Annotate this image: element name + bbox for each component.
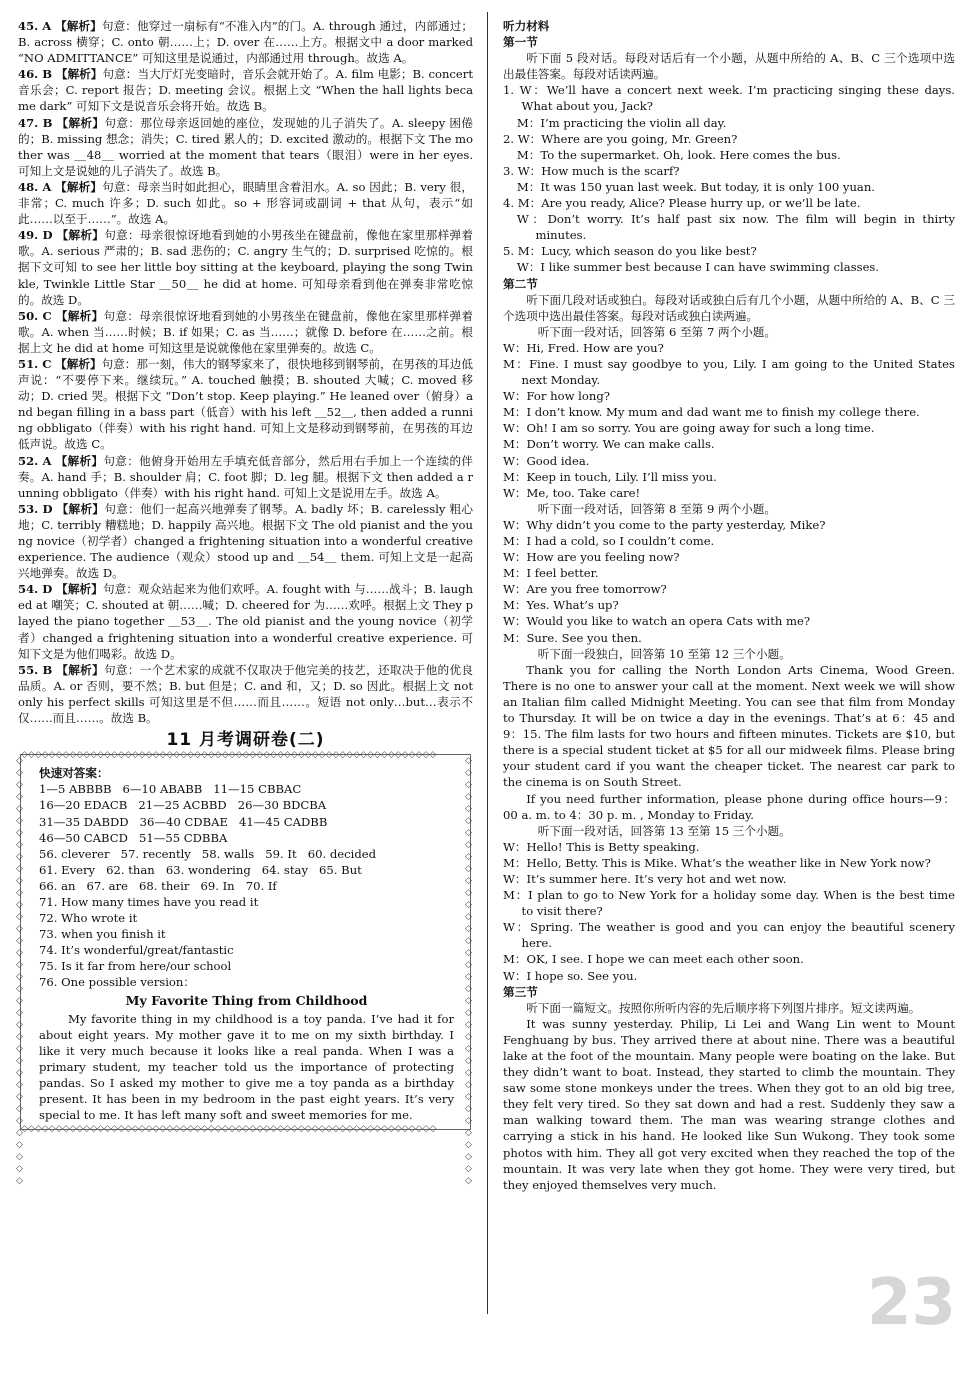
dialog-line: M：Yes. What’s up? [503,598,619,613]
explanation-item [18,581,473,661]
analysis-tag: 【解析】 [55,308,104,323]
dialog-line: W：I like summer best because I can have swimming classes. [516,260,880,275]
dialog-line: W：It’s summer here. It’s very hot and wet now. [503,871,787,886]
section-instructions: 听下面一篇短文。按照你所听内容的先后顺序将下列图片排序。短文读两遍。 [526,1000,921,1015]
essay-title: My Favorite Thing from Childhood [125,992,368,1008]
item-number: 46. B [18,67,53,82]
dialog-line: M：It was 150 yuan last week. But today, it is only 100 yuan. [516,179,875,194]
analysis-tag: 【解析】 [55,179,103,194]
section-heading: 第三节 [503,984,538,999]
explanation-item [18,115,473,179]
item-text: 句意：他俯身开始用左手填充低音部分，然后用右手加上一个连续的伴奏。A. hand 手；B. shoulder 肩；C. foot 脚；D. leg 腿。根据下文 then added a running obbligato（伴奏）with his right hand. 可知上文是说用左手。故选 A。 [18,453,473,500]
item-number: 55. B [18,662,53,677]
explanation-item [18,18,473,66]
dialog-line: M：I had a cold, so I couldn’t come. [503,534,715,548]
explanation-item [18,227,473,307]
ornament-border-icon: ◇◇◇◇◇◇◇◇◇◇◇◇◇◇◇◇◇◇◇◇◇◇◇◇◇◇◇◇◇◇◇◇◇◇◇◇◇◇◇◇◇◇◇◇◇◇◇◇◇◇◇◇◇◇◇◇◇◇◇◇ [21,1124,437,1135]
monologue-text: If you need further information, please phone during office hours—9：00 a. m. to 4：30 p. m. , Monday to Friday. [503,791,955,822]
dialog-line: W：Spring. The weather is good and you can enjoy the beautiful scenery here. [503,920,955,951]
item-text: 句意：母亲很惊讶地看到她的小男孩坐在键盘前，像他在家里那样弹着歌。A. when 当……时候；B. if 如果；C. as 当……；就像 D. before 在……之前。根据上文 he did at home 可知这里是说就像他在家里弹奏的。故选 C。 [18,308,473,355]
essay-body: My favorite thing in my childhood is a toy panda. I’ve had it for about eight years. My mother gave it to me on my sixth birthday. I like it very much because it looks like a real panda. When I was a primary student, my teacher told us the importance of protecting pandas. So I asked my mother to give me a toy panda as a birthday present. It has been in my bedroom in the past eight years. It’s very special to me. It has left many soft and sweet memories for me. [39,1011,454,1123]
dialog-line: M：Hello, Betty. This is Mike. What’s the weather like in New York now? [503,855,931,870]
sub-instruction: 听下面一段对话，回答第 8 至第 9 两个小题。 [537,501,776,516]
right-column [503,18,955,1193]
item-number: 54. D [18,582,53,597]
section-heading: 第一节 [503,35,538,50]
item-number: 49. D [18,228,53,243]
answer-key-box [16,750,472,1187]
item-text: 句意：那位母亲返回她的座位，发现她的儿子消失了。A. sleepy 困倦的；B. missing 想念；消失；C. tired 累人的；D. excited 激动的。根据下文 The mother was ＿48＿ worried at the moment that tears（眼泪）were in her eyes. 可知上文是说她的儿子消失了。故选 B。 [18,115,473,178]
column-divider [487,12,488,1314]
sub-instruction: 听下面一段对话，回答第 6 至第 7 两个小题。 [537,324,776,339]
passage-text: It was sunny yesterday. Philip, Li Lei and Wang Lin went to Mount Fenghuang by bus. They arrived there at about nine. There was a beautiful lake at the foot of the mountain. Many people were boating on the lake. But they didn’t want to boat. Instead, they started to climb the mountain. They saw some stone monkeys under the trees. When they got to an old big tree, they felt very tired. So they sat down and had a rest. Suddenly they saw a man walking toward them. The man was wearing strange clothes and carrying a stick in his hand. He looked like Sun Wukong. They took some photos with him. They all got very excited when they reached the top of the mountain. It was very late when they got home. They were very tired, but they enjoyed themselves very much. [503,1016,955,1192]
dialog-line: M：OK, I see. I hope we can meet each other soon. [503,952,804,967]
explanation-item [18,66,473,114]
explanation-item [18,662,473,726]
answer-key-heading: 快速对答案： [39,766,109,781]
section-title: 11 月考调研卷(二) [166,730,325,751]
item-text: 句意：一个艺术家的成就不仅取决于他完美的技艺，还取决于他的优良品质。A. or 否则，要不然；B. but 但是；C. and 和，又；D. so 因此。根据上文 not only his perfect skills 可知这里是不但……而且……。短语 not only…but…表示不仅……而且……。故选 B。 [18,662,473,726]
explanation-item [18,453,473,501]
item-number: 53. D [18,501,53,516]
answer-line: 1—5 ABBBB 6—10 ABABB 11—15 CBBAC [39,782,302,797]
dialog-line: W：I hope so. See you. [503,968,638,983]
dialog-line: M：Don’t worry. We can make calls. [503,437,715,452]
dialog-line: W：Me, too. Take care! [503,485,641,500]
dialog-line: M：I plan to go to New York for a holiday some day. When is the best time to visit there? [503,888,955,919]
dialog-line: W：Are you free tomorrow? [503,582,667,597]
answer-line: 73. when you finish it [39,927,166,942]
answer-line: 76. One possible version： [39,975,195,990]
ornament-border-icon: ◇◇◇◇◇◇◇◇◇◇◇◇◇◇◇◇◇◇◇◇◇◇◇◇◇◇◇◇◇◇◇◇◇◇◇◇◇◇◇◇◇◇◇◇◇◇◇◇◇◇◇◇◇◇◇◇◇◇◇◇ [21,750,437,761]
answer-line: 16—20 EDACB 21—25 ACBBD 26—30 BDCBA [39,798,327,813]
explanation-item [18,501,473,581]
answer-line: 72. Who wrote it [39,911,138,926]
item-number: 45. A [18,19,52,33]
analysis-tag: 【解析】 [56,501,105,516]
monologue-text: Thank you for calling the North London Arts Cinema, Wood Green. There is no one to answer your call at the moment. Next week we will show an Italian film called Midnight Meeting. You can see that film from Monday to Thursday. It will be on twice a day in the evenings. That’s at 6：45 and 9：15. The film lasts for two hours and fifteen minutes. Tickets are $10, but there is a special student ticket at $5 for all our midweek films. Please bring your student card if you want the cheaper ticket. The nearest car park to the cinema is on South Street. [503,662,955,790]
dialog-line: W：Good idea. [503,453,590,468]
dialog-line: 1. W：We’ll have a concert next week. I’m practicing singing these days. What about you, Jack? [503,83,955,114]
item-number: 51. C [18,356,52,371]
dialog-line: M：I’m practicing the violin all day. [516,115,727,130]
left-column [16,18,473,1187]
dialog-line: W：For how long? [503,389,610,404]
dialog-line: W：Hi, Fred. How are you? [503,340,664,355]
analysis-tag: 【解析】 [55,356,102,371]
sub-instruction: 听下面一段独白，回答第 10 至第 12 三个小题。 [537,646,791,661]
item-text: 句意：母亲很惊讶地看到她的小男孩坐在键盘前，像他在家里那样弹着歌。A. serious 严肃的；B. sad 悲伤的；C. angry 生气的；D. surprised 吃惊的。根据下文可知 to see her little boy sitting at the keyboard, playing the song Twinkle, Twinkle Little Star ＿50＿ he did at home. 可知母亲看到他在弹奏非常吃惊的。故选 D。 [18,228,473,307]
explanation-item [18,356,473,453]
dialog-list [503,82,955,275]
analysis-tag: 【解析】 [56,115,105,130]
dialog-line: M：I don’t know. My mum and dad want me to finish my college there. [503,405,920,420]
section-instructions: 听下面 5 段对话。每段对话后有一个小题，从题中所给的 A、B、C 三个选项中选出最佳答案。每段对话读两遍。 [503,51,955,82]
answer-line: 66. an 67. are 68. their 69. In 70. If [39,878,277,893]
answer-line: 61. Every 62. than 63. wondering 64. stay 65. But [39,862,362,877]
ornament-border-icon: ◇◇◇◇◇◇◇◇◇◇◇◇◇◇◇◇◇◇◇◇◇◇◇◇◇◇◇◇◇◇◇◇◇◇◇◇ [465,756,472,1187]
explanation-item [18,308,473,356]
explanation-item [18,179,473,227]
answer-line: 46—50 CABCD 51—55 CDBBA [39,830,228,845]
item-text: 句意：观众站起来为他们欢呼。A. fought with 与……战斗；B. laughed at 嘲笑；C. shouted at 朝……喊；D. cheered for 为……欢呼。根据上文 They played the piano together ＿53＿. The old pianist and the young novice（初学者）changed a frightening situation into a wonderful creative experience. 可知下文是为他们喝彩。故选 D。 [18,582,473,661]
listening-heading: 听力材料 [503,19,550,33]
dialog-line: W：Don’t worry. It’s half past six now. The film will begin in thirty minutes. [516,212,955,243]
dialog-line: 2. W：Where are you going, Mr. Green? [503,131,738,146]
answer-line: 31—35 DABDD 36—40 CDBAE 41—45 CADBB [39,814,328,829]
item-number: 50. C [18,308,52,323]
dialog-line: W：How are you feeling now? [503,550,680,565]
item-number: 47. B [18,115,53,130]
answer-line: 74. It’s wonderful/great/fantastic [39,943,234,958]
item-text: 句意：那一刻，伟大的钢琴家来了，很快地移到钢琴前，在男孩的耳边低声说：“不要停下来。继续玩。” A. touched 触摸；B. shouted 大喊；C. moved 移动；D. cried 哭。根据下文 “Don’t stop. Keep playing.” He leaned over（俯身）and began filling in a bass part（低音）with his left ＿52＿, then added a running obbligato（伴奏）with his right hand. 可知上文是移动到钢琴前，在男孩的耳边低声说。故选 C。 [18,356,473,452]
answer-line: 75. Is it far from here/our school [39,959,232,974]
dialog-line: 3. W：How much is the scarf? [503,163,680,178]
item-text: 句意：他们一起高兴地弹奏了钢琴。A. badly 坏；B. carelessly 粗心地；C. terribly 糟糕地；D. happily 高兴地。根据下文 The old pianist and the young novice（初学者）changed a frightening situation into a wonderful creative experience. The audience（观众）stood up and ＿54＿ them. 可知上文是一起高兴地弹奏。故选 D。 [18,501,473,581]
item-text: 句意：他穿过一扇标有“不准入内”的门。A. through 通过，内部通过；B. across 横穿；C. onto 朝……上；D. over 在……上方。根据文中 a door marked “NO ADMITTANCE” 可知这里是说通过，内部通过用 through。故选 A。 [18,19,473,66]
item-text: 句意：当大厅灯光变暗时，音乐会就开始了。A. film 电影；B. concert 音乐会；C. report 报告；D. meeting 会议。根据上文 “When the hall lights became dark” 可知下文是说音乐会将开始。故选 B。 [18,67,473,114]
dialog-line: W：Hello! This is Betty speaking. [503,839,700,854]
dialog-line: 4. M：Are you ready, Alice? Please hurry up, or we’ll be late. [503,196,861,211]
item-number: 52. A [18,453,52,468]
analysis-tag: 【解析】 [55,453,104,468]
item-text: 句意：母亲当时如此担心，眼睛里含着泪水。A. so 因此；B. very 很，非常；C. much 许多；D. such 如此。so + 形容词或副词 + that 从句，表示“如此……以至于……”。故选 A。 [18,179,473,227]
page-number: 23 [866,1266,956,1340]
dialog-line: M：Sure. See you then. [503,630,642,645]
dialog-list [503,324,955,984]
dialog-line: W：Would you like to watch an opera Cats with me? [503,614,811,629]
analysis-tag: 【解析】 [55,67,103,82]
ornament-border-icon: ◇◇◇◇◇◇◇◇◇◇◇◇◇◇◇◇◇◇◇◇◇◇◇◇◇◇◇◇◇◇◇◇◇◇◇◇ [16,756,23,1187]
dialog-line: W：Oh! I am so sorry. You are going away for such a long time. [503,421,875,436]
dialog-line: 5. M：Lucy, which season do you like best? [503,244,757,259]
dialog-line: M：To the supermarket. Oh, look. Here comes the bus. [516,147,841,162]
dialog-line: M：I feel better. [503,566,599,581]
answer-line: 71. How many times have you read it [39,894,259,909]
explanation-list [18,18,473,726]
answer-line: 56. cleverer 57. recently 58. walls 59. It 60. decided [39,846,377,861]
item-number: 48. A [18,179,52,194]
section-heading: 第二节 [503,276,538,291]
dialog-line: W：Why didn’t you come to the party yesterday, Mike? [503,517,826,532]
analysis-tag: 【解析】 [56,662,104,677]
section-instructions: 听下面几段对话或独白。每段对话或独白后有几个小题，从题中所给的 A、B、C 三个选项中选出最佳答案。每段对话或独白读两遍。 [503,292,955,323]
dialog-line: M：Keep in touch, Lily. I’ll miss you. [503,469,717,484]
sub-instruction: 听下面一段对话，回答第 13 至第 15 三个小题。 [537,823,791,838]
analysis-tag: 【解析】 [56,228,105,243]
analysis-tag: 【解析】 [56,582,103,597]
dialog-line: M：Fine. I must say goodbye to you, Lily. I am going to the United States next Monday. [503,356,955,388]
analysis-tag: 【解析】 [55,19,102,33]
